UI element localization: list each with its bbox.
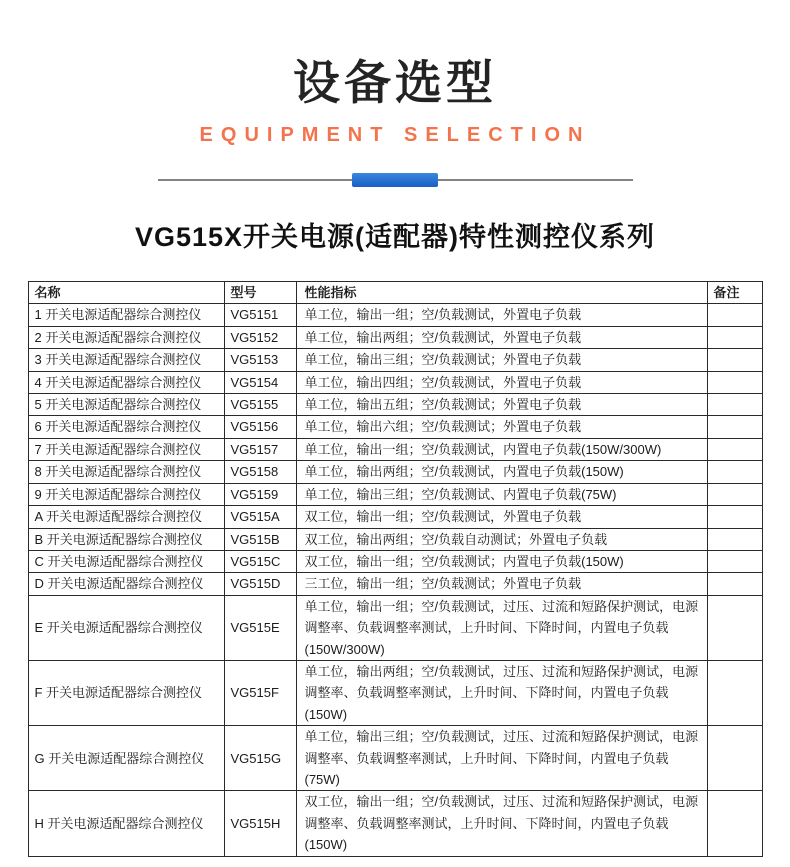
cell-performance-specs: 单工位，输出一组；空/负载测试，内置电子负载(150W/300W) — [296, 438, 707, 460]
cell-model-number: VG515B — [224, 528, 296, 550]
cell-performance-specs: 单工位，输出六组；空/负载测试；外置电子负载 — [296, 416, 707, 438]
cell-remark — [707, 349, 762, 371]
column-header-specs: 性能指标 — [296, 282, 707, 304]
cell-model-number: VG5156 — [224, 416, 296, 438]
cell-model-number: VG5157 — [224, 438, 296, 460]
cell-product-name: 8 开关电源适配器综合测控仪 — [28, 461, 224, 483]
cell-performance-specs: 三工位，输出一组；空/负载测试；外置电子负载 — [296, 573, 707, 595]
cell-model-number: VG515H — [224, 791, 296, 856]
cell-model-number: VG5159 — [224, 483, 296, 505]
table-row — [28, 483, 762, 505]
table-row — [28, 304, 762, 326]
table-body — [28, 304, 762, 856]
cell-product-name: E 开关电源适配器综合测控仪 — [28, 595, 224, 660]
cell-remark — [707, 791, 762, 856]
cell-performance-specs: 单工位，输出四组；空/负载测试，外置电子负载 — [296, 371, 707, 393]
cell-model-number: VG5155 — [224, 394, 296, 416]
table-row — [28, 416, 762, 438]
cell-performance-specs: 单工位，输出五组；空/负载测试；外置电子负载 — [296, 394, 707, 416]
cell-performance-specs: 双工位，输出一组；空/负载测试，过压、过流和短路保护测试，电源调整率、负载调整率测试，上升时间、下降时间，内置电子负载(150W) — [296, 791, 707, 856]
section-divider — [158, 173, 633, 187]
table-row — [28, 438, 762, 460]
cell-product-name: H 开关电源适配器综合测控仪 — [28, 791, 224, 856]
cell-remark — [707, 660, 762, 725]
cell-remark — [707, 394, 762, 416]
table-row — [28, 349, 762, 371]
cell-model-number: VG515C — [224, 550, 296, 572]
cell-remark — [707, 483, 762, 505]
cell-remark — [707, 438, 762, 460]
cell-performance-specs: 单工位，输出一组；空/负载测试，过压、过流和短路保护测试，电源调整率、负载调整率测试，上升时间、下降时间，内置电子负载(150W/300W) — [296, 595, 707, 660]
cell-product-name: 1 开关电源适配器综合测控仪 — [28, 304, 224, 326]
cell-model-number: VG5152 — [224, 326, 296, 348]
table-row — [28, 595, 762, 660]
table-row — [28, 326, 762, 348]
cell-performance-specs: 双工位，输出一组；空/负载测试；内置电子负载(150W) — [296, 550, 707, 572]
cell-remark — [707, 528, 762, 550]
table-header-row — [28, 282, 762, 304]
cell-model-number: VG5154 — [224, 371, 296, 393]
cell-remark — [707, 726, 762, 791]
table-row — [28, 660, 762, 725]
cell-product-name: 4 开关电源适配器综合测控仪 — [28, 371, 224, 393]
cell-product-name: 5 开关电源适配器综合测控仪 — [28, 394, 224, 416]
cell-performance-specs: 单工位，输出三组；空/负载测试，过压、过流和短路保护测试，电源调整率、负载调整率测试，上升时间、下降时间，内置电子负载(75W) — [296, 726, 707, 791]
cell-remark — [707, 506, 762, 528]
cell-remark — [707, 416, 762, 438]
cell-remark — [707, 371, 762, 393]
cell-model-number: VG5151 — [224, 304, 296, 326]
cell-model-number: VG5158 — [224, 461, 296, 483]
cell-performance-specs: 单工位，输出两组；空/负载测试，外置电子负载 — [296, 326, 707, 348]
column-header-model: 型号 — [224, 282, 296, 304]
cell-model-number: VG515F — [224, 660, 296, 725]
table-row — [28, 506, 762, 528]
cell-product-name: F 开关电源适配器综合测控仪 — [28, 660, 224, 725]
cell-performance-specs: 单工位，输出三组；空/负载测试；外置电子负载 — [296, 349, 707, 371]
cell-performance-specs: 单工位，输出一组；空/负载测试，外置电子负载 — [296, 304, 707, 326]
table-row — [28, 461, 762, 483]
table-row — [28, 726, 762, 791]
cell-remark — [707, 326, 762, 348]
table-row — [28, 550, 762, 572]
cell-model-number: VG5153 — [224, 349, 296, 371]
table-row — [28, 371, 762, 393]
cell-product-name: G 开关电源适配器综合测控仪 — [28, 726, 224, 791]
cell-performance-specs: 双工位，输出两组；空/负载自动测试；外置电子负载 — [296, 528, 707, 550]
cell-remark — [707, 573, 762, 595]
cell-product-name: 3 开关电源适配器综合测控仪 — [28, 349, 224, 371]
cell-performance-specs: 单工位，输出两组；空/负载测试，内置电子负载(150W) — [296, 461, 707, 483]
table-row — [28, 573, 762, 595]
cell-performance-specs: 单工位，输出三组；空/负载测试、内置电子负载(75W) — [296, 483, 707, 505]
page-title: 设备选型 — [293, 56, 497, 109]
divider-accent-bar — [352, 173, 438, 187]
cell-product-name: 2 开关电源适配器综合测控仪 — [28, 326, 224, 348]
column-header-name: 名称 — [28, 282, 224, 304]
cell-model-number: VG515G — [224, 726, 296, 791]
cell-product-name: A 开关电源适配器综合测控仪 — [28, 506, 224, 528]
cell-product-name: B 开关电源适配器综合测控仪 — [28, 528, 224, 550]
cell-model-number: VG515D — [224, 573, 296, 595]
cell-model-number: VG515E — [224, 595, 296, 660]
page-subtitle: EQUIPMENT SELECTION — [199, 124, 591, 147]
cell-product-name: 6 开关电源适配器综合测控仪 — [28, 416, 224, 438]
cell-performance-specs: 双工位，输出一组；空/负载测试，外置电子负载 — [296, 506, 707, 528]
cell-product-name: 7 开关电源适配器综合测控仪 — [28, 438, 224, 460]
cell-remark — [707, 461, 762, 483]
table-row — [28, 791, 762, 856]
cell-product-name: C 开关电源适配器综合测控仪 — [28, 550, 224, 572]
product-selection-table — [28, 281, 763, 857]
series-title: VG515X开关电源(适配器)特性测控仪系列 — [134, 222, 656, 253]
cell-model-number: VG515A — [224, 506, 296, 528]
cell-performance-specs: 单工位，输出两组；空/负载测试，过压、过流和短路保护测试，电源调整率、负载调整率测试，上升时间、下降时间，内置电子负载(150W) — [296, 660, 707, 725]
cell-remark — [707, 550, 762, 572]
cell-product-name: D 开关电源适配器综合测控仪 — [28, 573, 224, 595]
table-row — [28, 528, 762, 550]
cell-remark — [707, 595, 762, 660]
table-row — [28, 394, 762, 416]
column-header-remark: 备注 — [707, 282, 762, 304]
cell-product-name: 9 开关电源适配器综合测控仪 — [28, 483, 224, 505]
cell-remark — [707, 304, 762, 326]
